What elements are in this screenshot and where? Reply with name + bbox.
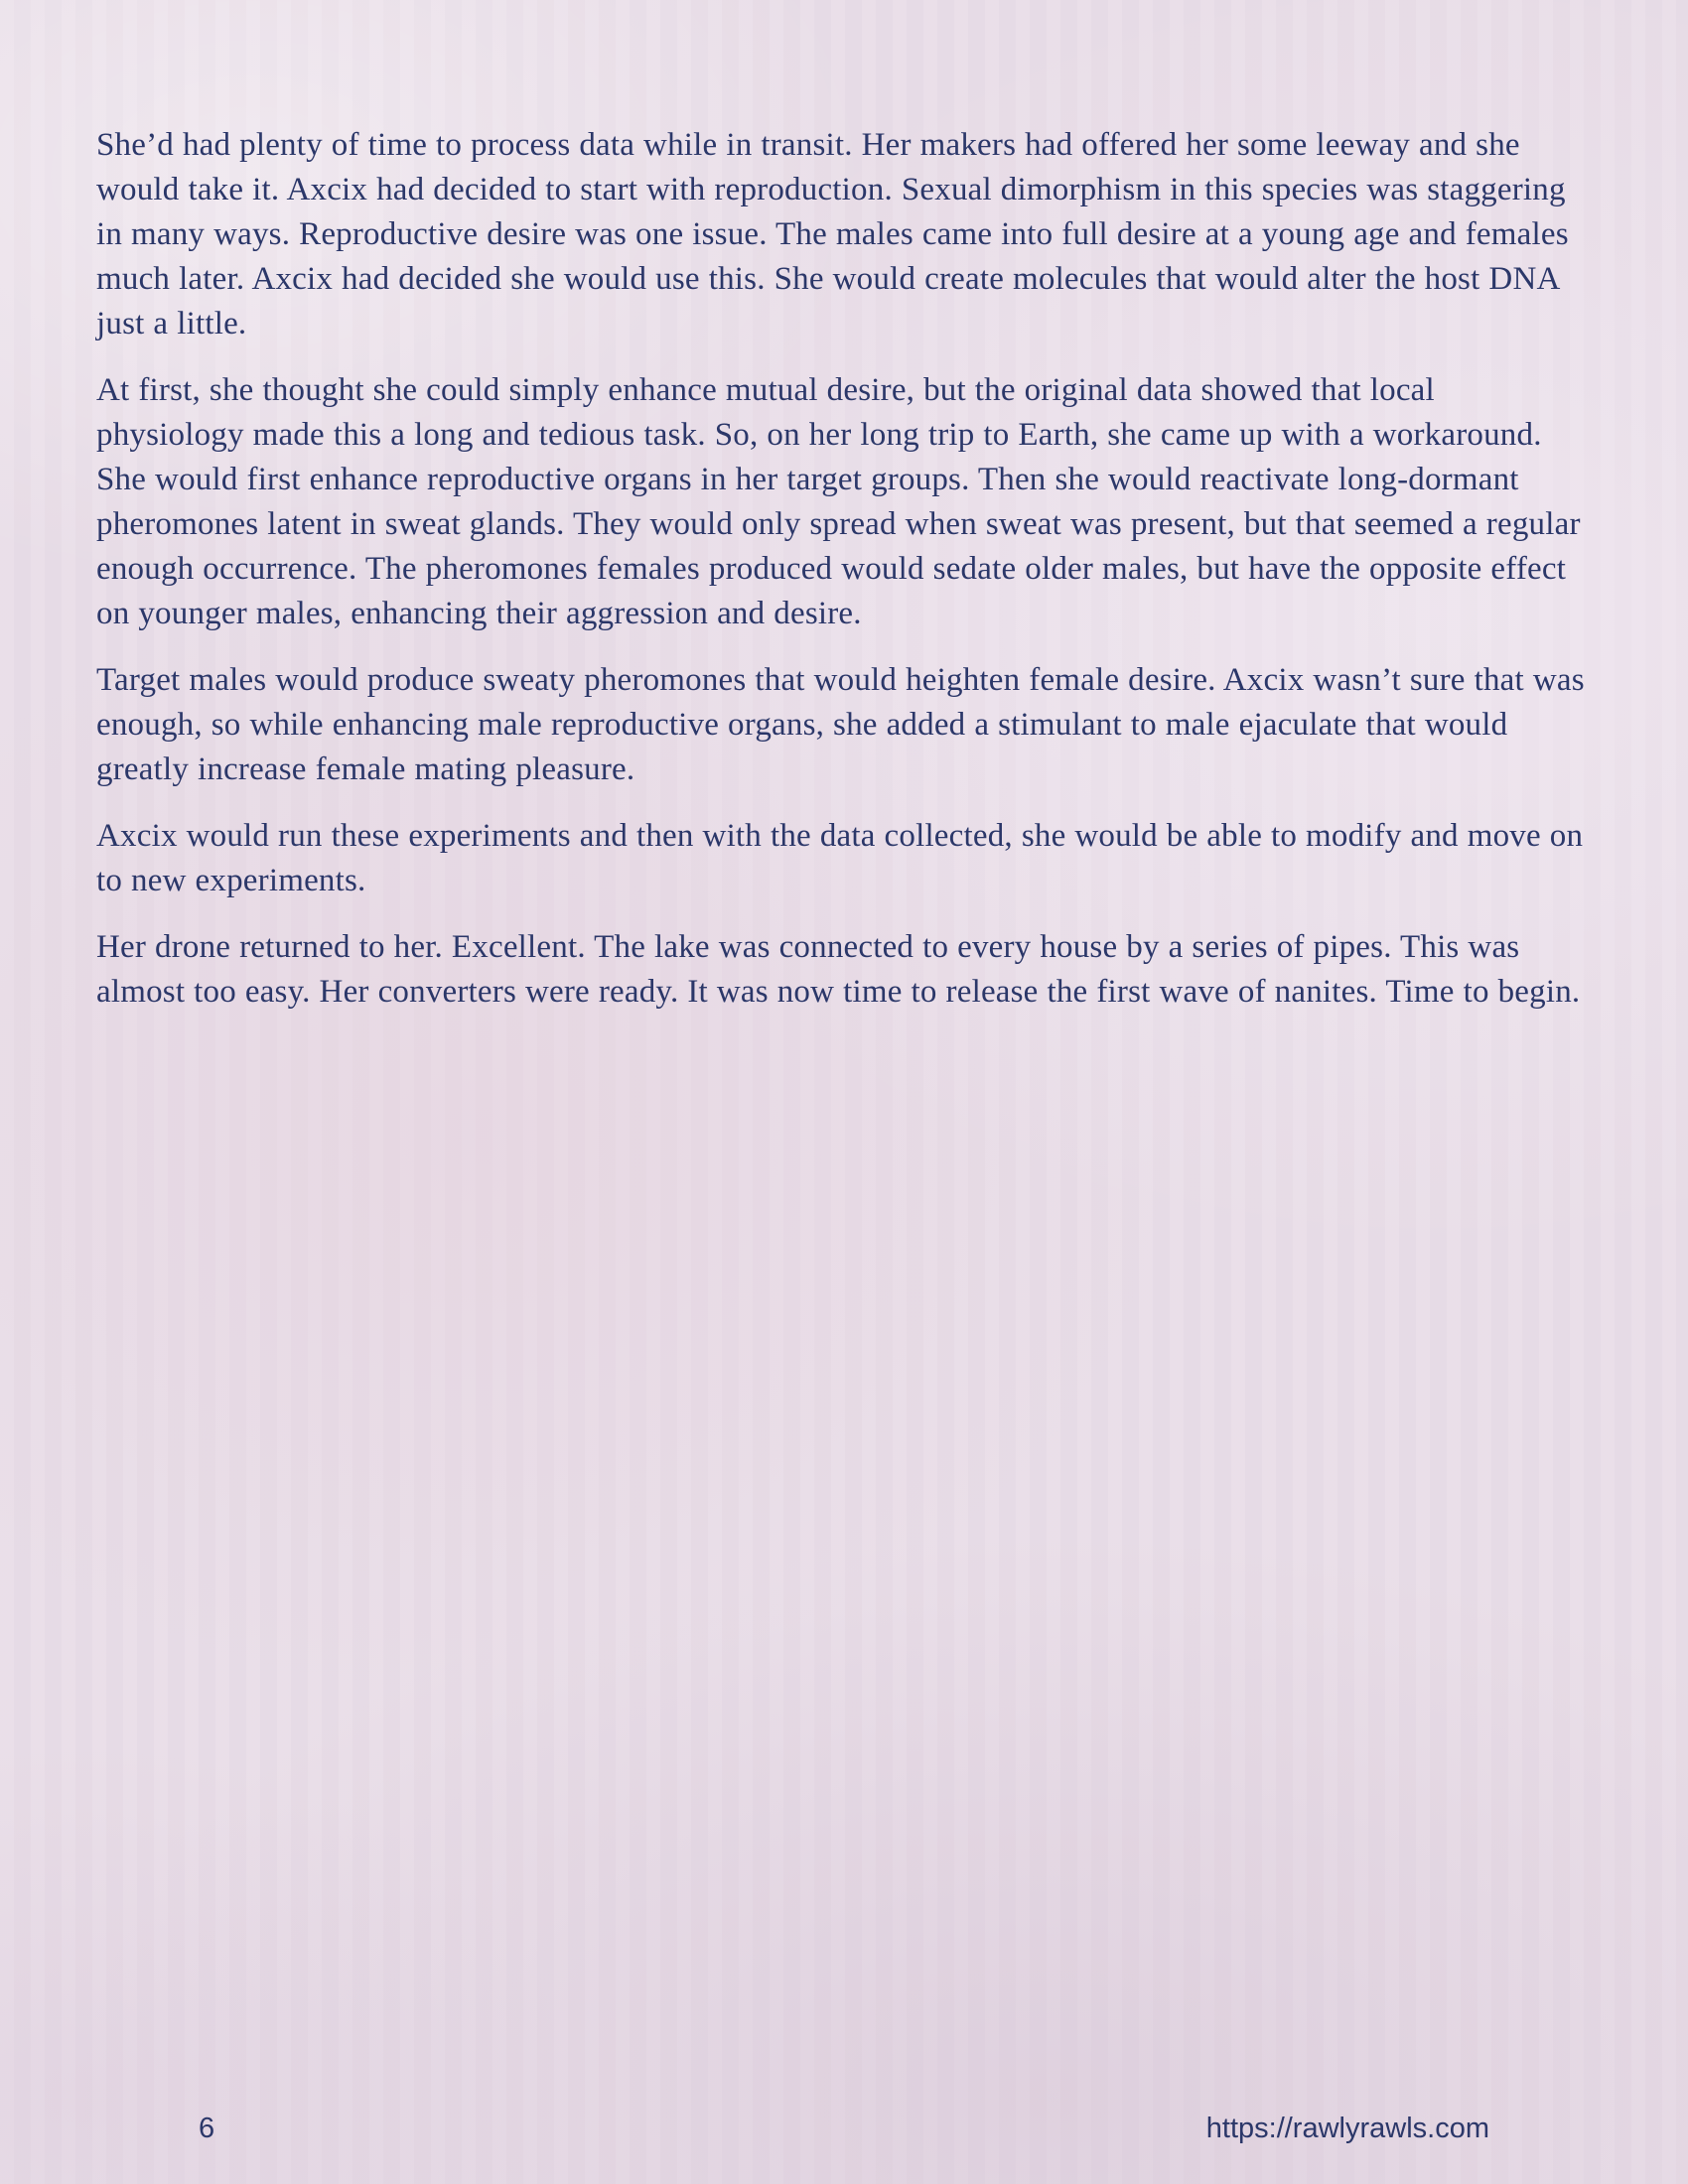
paragraph: Her drone returned to her. Excellent. The lake was connected to every house by a series of pipes. This was almost too easy. Her converters were ready. It was now time to release the first wave of nanites. Time to begin. xyxy=(96,929,1581,1010)
paragraph: She’d had plenty of time to process data while in transit. Her makers had offered her some leeway and she would take it. Axcix had decided to start with reproduction. Sexual dimorphism in this species was staggering in many ways. Reproductive desire was one issue. The males came into full desire at a young age and females much later. Axcix had decided she would use this. She would create molecules that would alter the host DNA just a little. xyxy=(96,127,1569,341)
paragraph: At first, she thought she could simply enhance mutual desire, but the original data showed that local physiology made this a long and tedious task. So, on her long trip to Earth, she came up with a workaround. She would first enhance reproductive organs in her target groups. Then she would reactivate long-dormant pheromones latent in sweat glands. They would only spread when sweat was present, but that seemed a regular enough occurrence. The pheromones females produced would sedate older males, but have the opposite effect on younger males, enhancing their aggression and desire. xyxy=(96,372,1581,631)
paragraph: Axcix would run these experiments and then with the data collected, she would be able to modify and move on to new experiments. xyxy=(96,818,1584,898)
footer-page-number: 6 xyxy=(199,2113,215,2144)
paragraph: Target males would produce sweaty pheromones that would heighten female desire. Axcix wasn’t sure that was enough, so while enhancing male reproductive organs, she added a stimulant to male ejaculate that would greatly increase female mating pleasure. xyxy=(96,662,1585,787)
footer-url-link[interactable]: https://rawlyrawls.com xyxy=(1205,2113,1489,2144)
page-footer xyxy=(0,2112,1688,2156)
story-text-block xyxy=(96,123,1586,1036)
